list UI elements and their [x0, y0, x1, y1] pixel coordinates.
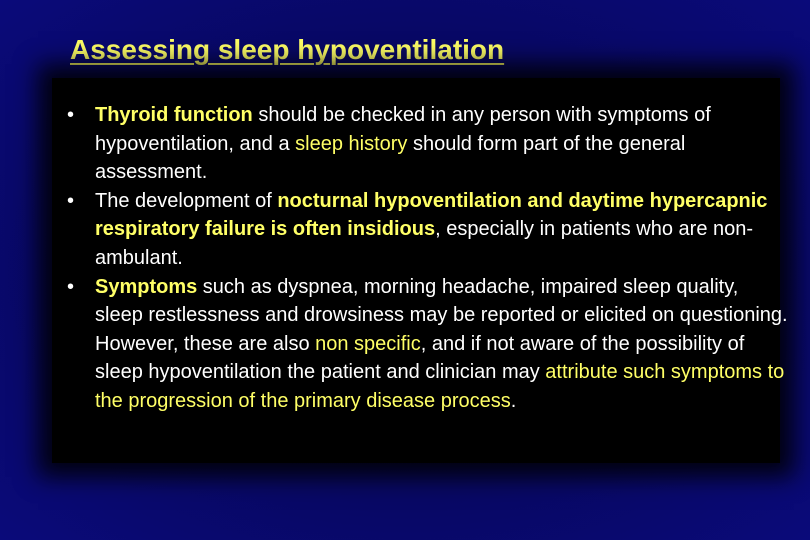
bullet-text: should form part of the general assessment.	[95, 132, 686, 184]
bullet-text: , and if not aware of the possibility of sleep hypoventilation the patient and clinician may	[95, 332, 745, 384]
bullet-text: such as dyspnea, morning headache, impaired sleep quality, sleep restlessness and drowsiness may be reported or elicited on questioning. However, these are also	[95, 275, 788, 355]
highlight-nocturnal-hypoventilation: nocturnal hypoventilation and daytime hypercapnic respiratory failure is often insidious	[95, 189, 768, 241]
bullet-item-thyroid	[58, 101, 788, 187]
highlight-attribute-symptoms: attribute such symptoms to the progression of the primary disease process	[95, 361, 785, 412]
highlight-thyroid-function: Thyroid function	[95, 104, 253, 126]
bullet-text: The development of	[95, 189, 278, 212]
bullet-text: should be checked in any person with symptoms of hypoventilation, and a	[95, 104, 711, 155]
highlight-non-specific: non specific	[315, 332, 421, 355]
bullet-item-development	[58, 187, 788, 273]
bullet-list	[58, 101, 788, 416]
slide-title: Assessing sleep hypoventilation	[70, 34, 505, 65]
bullet-marker: •	[67, 104, 75, 126]
bullet-text: .	[510, 389, 517, 412]
bullet-text: , especially in patients who are non-ambulant.	[95, 218, 754, 269]
highlight-symptoms: Symptoms	[95, 275, 198, 298]
bullet-marker: •	[67, 189, 75, 212]
bullet-item-symptoms	[58, 273, 788, 416]
bullet-marker: •	[67, 275, 75, 298]
highlight-sleep-history: sleep history	[295, 132, 408, 155]
